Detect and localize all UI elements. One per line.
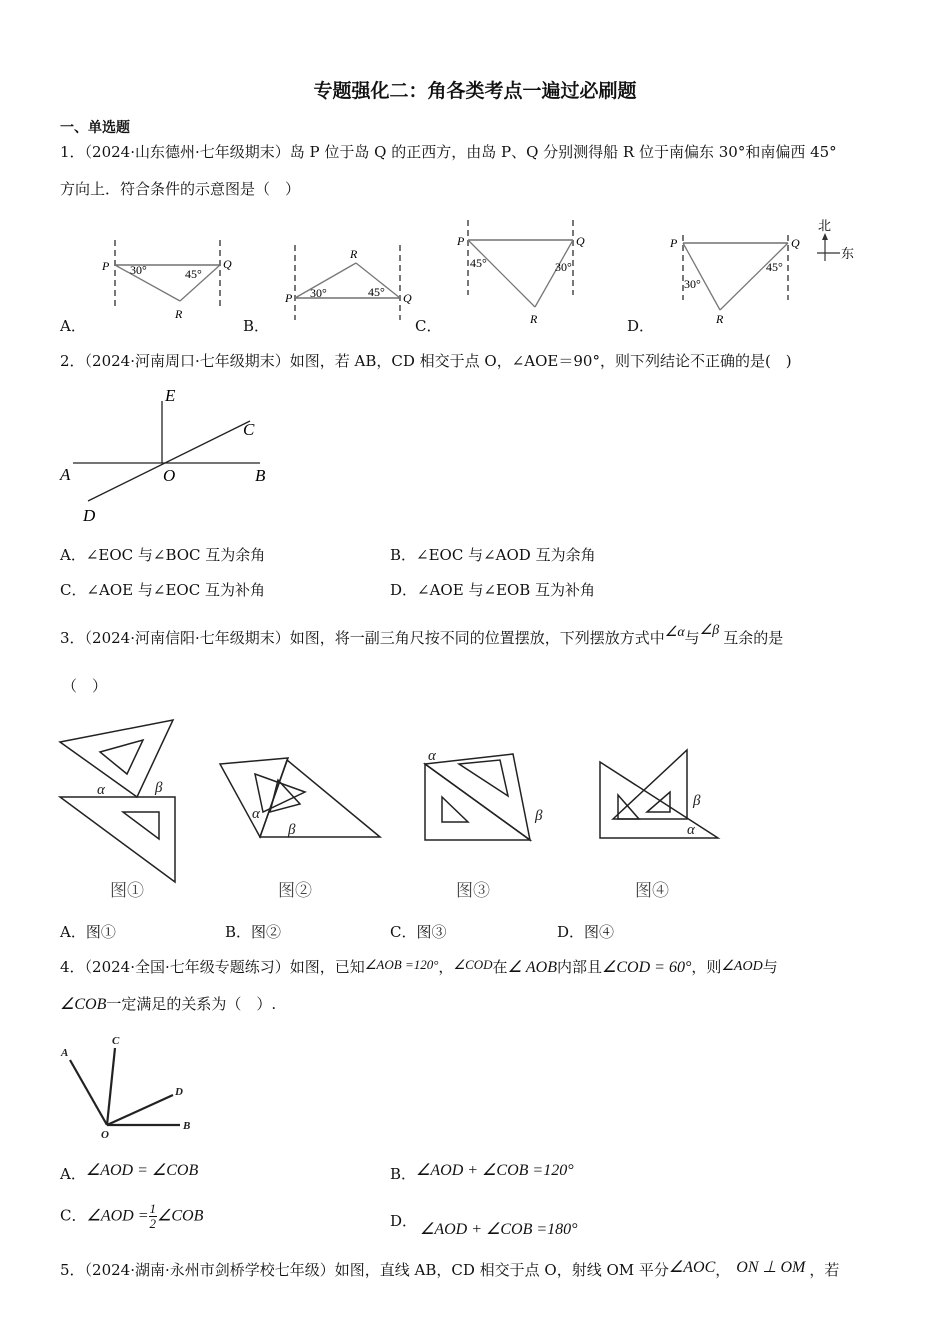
q2-option-c[interactable]: C．∠AOE 与∠EOC 互为补角 [60,581,265,599]
label-d: D [83,506,96,525]
question-4-line-2: ∠COB一定满足的关系为（ ）. [60,995,277,1013]
svg-text:R: R [350,247,358,261]
q4-option-a[interactable]: A．∠AOD = ∠COB [60,1162,199,1183]
svg-text:α: α [252,806,260,822]
svg-text:45°: 45° [766,260,783,274]
angle-30: 30° [130,263,147,277]
fraction-half: $\frac{1}{2}$ [149,1201,157,1231]
q3-option-b[interactable]: B．图② [225,923,282,941]
page-title: 专题强化二：角各类考点一遍过必刷题 [313,80,637,102]
q3-option-a[interactable]: A．图① [60,923,116,941]
question-1-line-2: 方向上．符合条件的示意图是（ ） [60,180,301,198]
svg-text:Q: Q [576,234,585,248]
question-1-line-1: 1．（2024·山东德州·七年级期末）岛 P 位于岛 Q 的正西方，由岛 P、Q 分别测得船 R 位于南偏东 30°和南偏西 45° [60,143,837,161]
q1-option-b[interactable]: B． [243,317,270,335]
q1-option-a[interactable]: A． [60,317,86,335]
label-o: O [163,466,176,485]
q4-option-c[interactable]: C．∠AOD = $\frac{1}{2}$ ∠COB [60,1201,204,1231]
label-b: B [183,1120,191,1132]
question-3-paren: （ ） [62,677,108,695]
figure-1d [669,235,800,326]
svg-text:30°: 30° [310,286,327,300]
svg-text:P: P [285,291,293,305]
label-b: B [255,466,266,485]
q4-option-d[interactable]: ∠AOD + ∠COB =180° [420,1221,578,1238]
question-3-figures [55,712,735,902]
figure-1a [101,240,232,321]
svg-text:R: R [530,312,538,326]
svg-text:α: α [687,822,695,838]
question-1-figures [60,215,880,333]
question-2: 2．（2024·河南周口·七年级期末）如图，若 AB，CD 相交于点 O，∠AOE＝90°，则下列结论不正确的是( ) [60,352,792,370]
svg-text:R: R [716,312,724,326]
q3-option-d[interactable]: D．图④ [557,923,615,941]
figure-1b [284,245,412,320]
section-heading: 一、单选题 [60,120,130,136]
q2-option-a[interactable]: A．∠EOC 与∠BOC 互为余角 [60,546,266,564]
svg-text:30°: 30° [555,260,572,274]
svg-text:45°: 45° [368,285,385,299]
label-o: O [101,1129,109,1141]
svg-text:Q: Q [791,236,800,250]
question-3: 3．（2024·河南信阳·七年级期末）如图，将一副三角尺按不同的位置摆放，下列摆放方式中∠α与∠β 互余的是 [60,623,784,647]
fig-label-3: 图③ [456,881,490,901]
label-r: R [175,307,183,321]
figure-1c [456,220,585,326]
compass-north: 北 [818,218,832,233]
svg-text:β: β [693,793,701,809]
fig1-alpha: α [97,782,105,798]
svg-text:Q: Q [403,291,412,305]
label-q: Q [223,257,232,271]
compass-east: 东 [841,246,855,261]
label-c: C [112,1035,120,1047]
q2-option-b[interactable]: B．∠EOC 与∠AOD 互为余角 [390,546,596,564]
fig-label-1: 图① [110,881,144,901]
label-p: P [102,259,110,273]
svg-text:30°: 30° [684,277,701,291]
svg-text:45°: 45° [470,256,487,270]
angle-45: 45° [185,267,202,281]
label-a: A [60,465,71,484]
fig-label-2: 图② [278,881,312,901]
label-e: E [165,386,176,405]
svg-text:P: P [457,234,465,248]
svg-text:P: P [670,236,678,250]
fig-label-4: 图④ [635,881,669,901]
fig1-beta: β [155,780,163,796]
question-4-figure [55,1030,215,1145]
question-5: 5．（2024·湖南·永州市剑桥学校七年级）如图，直线 AB，CD 相交于点 O，射线 OM 平分∠AOC， ON ⊥ OM ，若 [60,1259,840,1279]
q4-option-b[interactable]: B．∠AOD + ∠COB =120° [390,1162,574,1183]
compass-icon [817,218,854,261]
label-d: D [175,1086,183,1098]
label-c: C [243,420,255,439]
svg-text:β: β [288,822,296,838]
q4-option-d-label[interactable]: D． [390,1212,418,1230]
q2-option-d[interactable]: D．∠AOE 与∠EOB 互为补角 [390,581,596,599]
q3-option-c[interactable]: C．图③ [390,923,447,941]
question-4: 4．（2024·全国·七年级专题练习）如图，已知∠AOB =120°，∠COD在∠ AOB内部且∠COD = 60°，则∠AOD与 [60,957,778,976]
question-2-figure [55,383,285,525]
svg-text:β: β [535,808,543,824]
label-a: A [61,1047,69,1059]
q1-option-c[interactable]: C． [415,317,442,335]
svg-text:α: α [428,748,436,764]
q1-option-d[interactable]: D． [627,317,655,335]
